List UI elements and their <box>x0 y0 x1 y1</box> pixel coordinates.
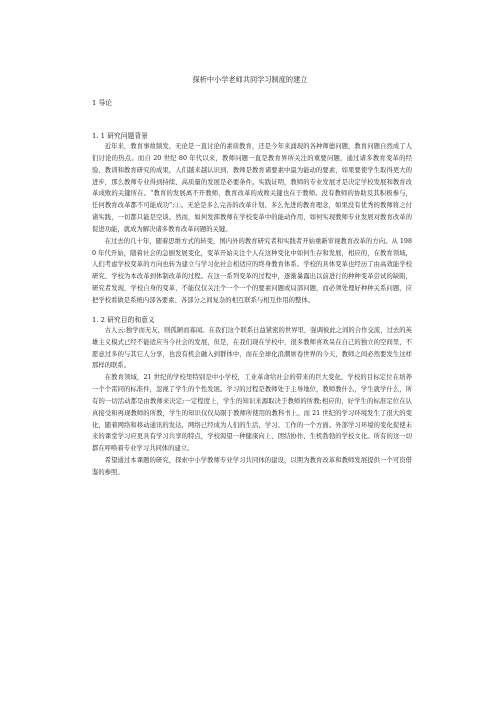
section-heading-1-2: 1. 2 研究目的和意义 <box>92 315 155 324</box>
document-title: 探析中小学老师共同学习制度的建立 <box>192 75 308 84</box>
document-body <box>92 98 412 479</box>
paragraph: 近年来，教育事故频发，无论是一直讨论的素质教育，还是今年来涌现的各种师德问题，教育问题自然成了人们讨论的热点。而自 20 世纪 80 年代以来，教师问题一直是教育界所关注的重要问题，通过诸多教育变革的经验、教训和教育研究的成果，人们越来越认识到，教师是教育诸要素中最为能动的要素，如果要使学生取得更大的进步，那么教师专业得到持续、高质量的发展是必要条件。实践证明，教师的专业发展才是决定学校发展和教育改革成败的关键所在。“教育的发展离不开教师，教育改革的成败关键也在于教师。没有教师的协助及其积极参与，任何教育改革都不可能成功”;①。无论是多么完善的改革计划、多么先进的教育理念，如果没有优秀的教师将之付诸实践，一切都只能是空谈。然而，如何发挥教师在学校变革中的能动作用，如何实现教师专业发展对教育改革的促进功能，就成为解决诸多教育改革问题的关键。 <box>92 143 412 233</box>
paragraph: 在过去的几十年，随着思维方式的转变，国内外的教育研究者和实践者开始重新审视教育改革的方向。从 1980 年代开始，随着社会的急剧发展变化，变革开始关注个人在这种变化中如何生存和发展，相应的，在教育领域，人们考虑学校变革的方向也转为建立与学习化社会相适应的终身教育体系。学校的具体变革也经历了由高效能学校研究、学校为本改革到体制改革的过程。在这一系列变革的过程中，逐渐暴露出以前进行的种种变革尝试的缺陷，研究者发现，学校自身的变革，不能仅仅关注个一个一个的要素问题或局部问题，而必须处理好种种关系问题，应把学校看做是系统内部各要素、各部分之间复杂的相互联系与相互作用的整体。 <box>92 237 412 304</box>
paragraph: 希望通过本课题的研究，探索中小学教师专业学习共同体的建设，以期为教育改革和教师发展提供一个可资借鉴的参照。 <box>92 457 412 476</box>
section-heading-1: 1 导论 <box>92 99 113 107</box>
paragraph: 古人云:独学而无友，则孤陋而寡闻。在我们这个联系日益紧密的世界里，强调彼此之间的合作交流，过去的英雄主义模式已经不能适应当今社会的发展，但是，在我们现在学校中，很多教师喜欢呆在自己的独立的空间里，不愿意过多的与其它人分享，也没有机会融入到群体中，而在全球化浪潮席卷世界的今天，教师之间必然要发生这样那样的联系。 <box>92 326 412 370</box>
section-gap <box>92 307 412 315</box>
paragraph: 在教育领域，21 世纪的学校里特别是中小学校，工业革命给社会的带来的巨大变化，学校的目标定位在培养一个个雷同的标准件，忽视了学生的个性发展。学习的过程是教师处于主导地位，教师教什么，学生就学什么，所有的一切活动都是由教师来决定;一定程度上，学生的知识来源取决于教师的所教;相应的，好学生的标准定位在认真接受和再现教师的所教，学生的知识仅仅局限于教师所使用的教科书上。而 21 世纪的学习环境发生了很大的变化，随着网络和移动通讯的发达，网络已经成为人们的生活、学习、工作的一个方面。外部学习环境的变化促使未来的课堂学习应更具有学习共享的特点，学校渴望一种健康向上、团结协作、生机勃勃的学校文化。所有的这一切都在呼唤着专业学习共同体的建立。 <box>92 374 412 453</box>
section-heading-1-1: 1. 1 研究问题背景 <box>92 132 148 140</box>
